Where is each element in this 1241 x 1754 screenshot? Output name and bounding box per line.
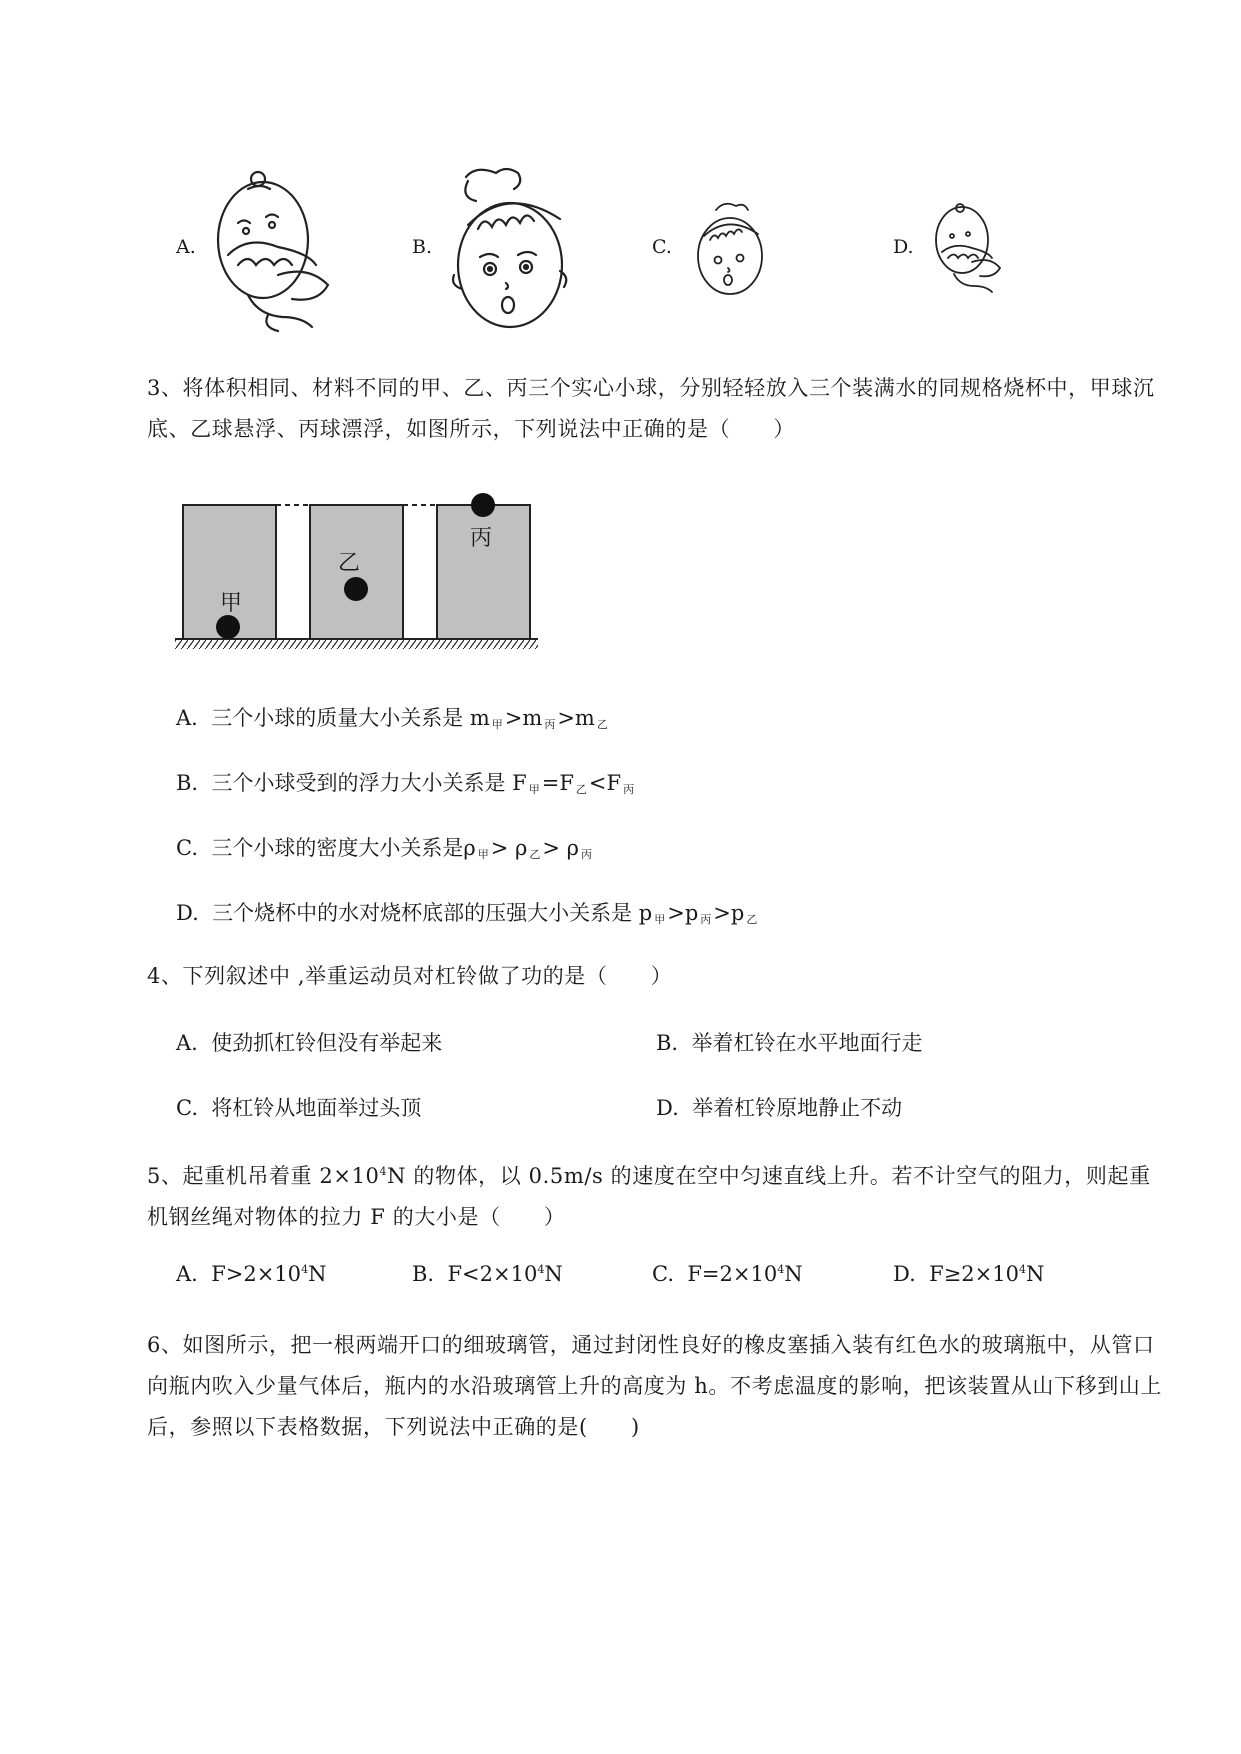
ball-bing — [471, 493, 495, 517]
q3-option-c: C. 三个小球的密度大小关系是ρ $_甲$> ρ $_乙$> ρ $_丙$ — [176, 836, 592, 861]
q2-option-a-label: A. — [176, 236, 196, 258]
q3-option-b: B. 三个小球受到的浮力大小关系是 F $_甲$=F $_乙$<F $_丙$ — [176, 771, 635, 796]
q4-option-a: A. 使劲抓杠铃但没有举起来 — [176, 1031, 443, 1055]
q3-option-a: A. 三个小球的质量大小关系是 m $_甲$>m $_丙$>m $_乙$ — [176, 706, 608, 731]
q4-stem: 4、下列叙述中 ,举重运动员对杠铃做了功的是（ ） — [147, 964, 673, 988]
q5-option-b: B. $F<2\times 10^4N$ — [412, 1262, 563, 1286]
q4-option-c: C. 将杠铃从地面举过头顶 — [176, 1096, 422, 1120]
q4-option-b: B. 举着杠铃在水平地面行走 — [656, 1031, 923, 1055]
label-yi: 乙 — [338, 551, 361, 576]
ball-jia — [216, 615, 240, 639]
ball-yi — [344, 577, 368, 601]
q3-option-d: D. 三个烧杯中的水对烧杯底部的压强大小关系是 p $_甲$>p $_丙$>p $_乙$ — [176, 901, 758, 926]
q4-option-d: D. 举着杠铃原地静止不动 — [656, 1096, 903, 1120]
q5-option-c: C. $F=2\times 10^4N$ — [652, 1262, 803, 1286]
q2-option-c-label: C. — [652, 236, 672, 258]
q5-stem: 5、起重机吊着重 $2\times 10^4N$ 的物体，以 0.5m/s 的速度在空中匀速直线上升。若不计空气的阻力，则起重机钢丝绳对物体的拉力 F 的大小是（ ） — [147, 1164, 1151, 1229]
q2-option-b-label: B. — [412, 236, 433, 258]
q2-option-d-label: D. — [893, 236, 914, 258]
beakers-figure — [170, 488, 545, 658]
baby-doll-drawing-icon — [208, 165, 338, 335]
label-jia: 甲 — [220, 591, 243, 616]
baby-doll-small-drawing-icon — [928, 200, 1008, 300]
q6-stem: 6、如图所示，把一根两端开口的细玻璃管，通过封闭性良好的橡皮塞插入装有红色水的玻璃瓶中，从管口向瓶内吹入少量气体后，瓶内的水沿玻璃管上升的高度为 h。不考虑温度的影响，把该装置从山下移到山上后，参照以下表格数据，下列说法中正确的是( ) — [147, 1333, 1162, 1439]
girl-face-drawing-icon — [448, 165, 578, 335]
label-bing: 丙 — [470, 526, 493, 551]
q5-option-a: A. $F>2\times 10^4N$ — [176, 1262, 327, 1286]
girl-face-small-drawing-icon — [690, 200, 770, 300]
q5-option-d: D. $F\ge 2\times 10^4N$ — [893, 1262, 1045, 1286]
q3-stem: 3、将体积相同、材料不同的甲、乙、丙三个实心小球，分别轻轻放入三个装满水的同规格烧杯中，甲球沉底、乙球悬浮、丙球漂浮，如图所示，下列说法中正确的是（ ） — [147, 376, 1155, 441]
